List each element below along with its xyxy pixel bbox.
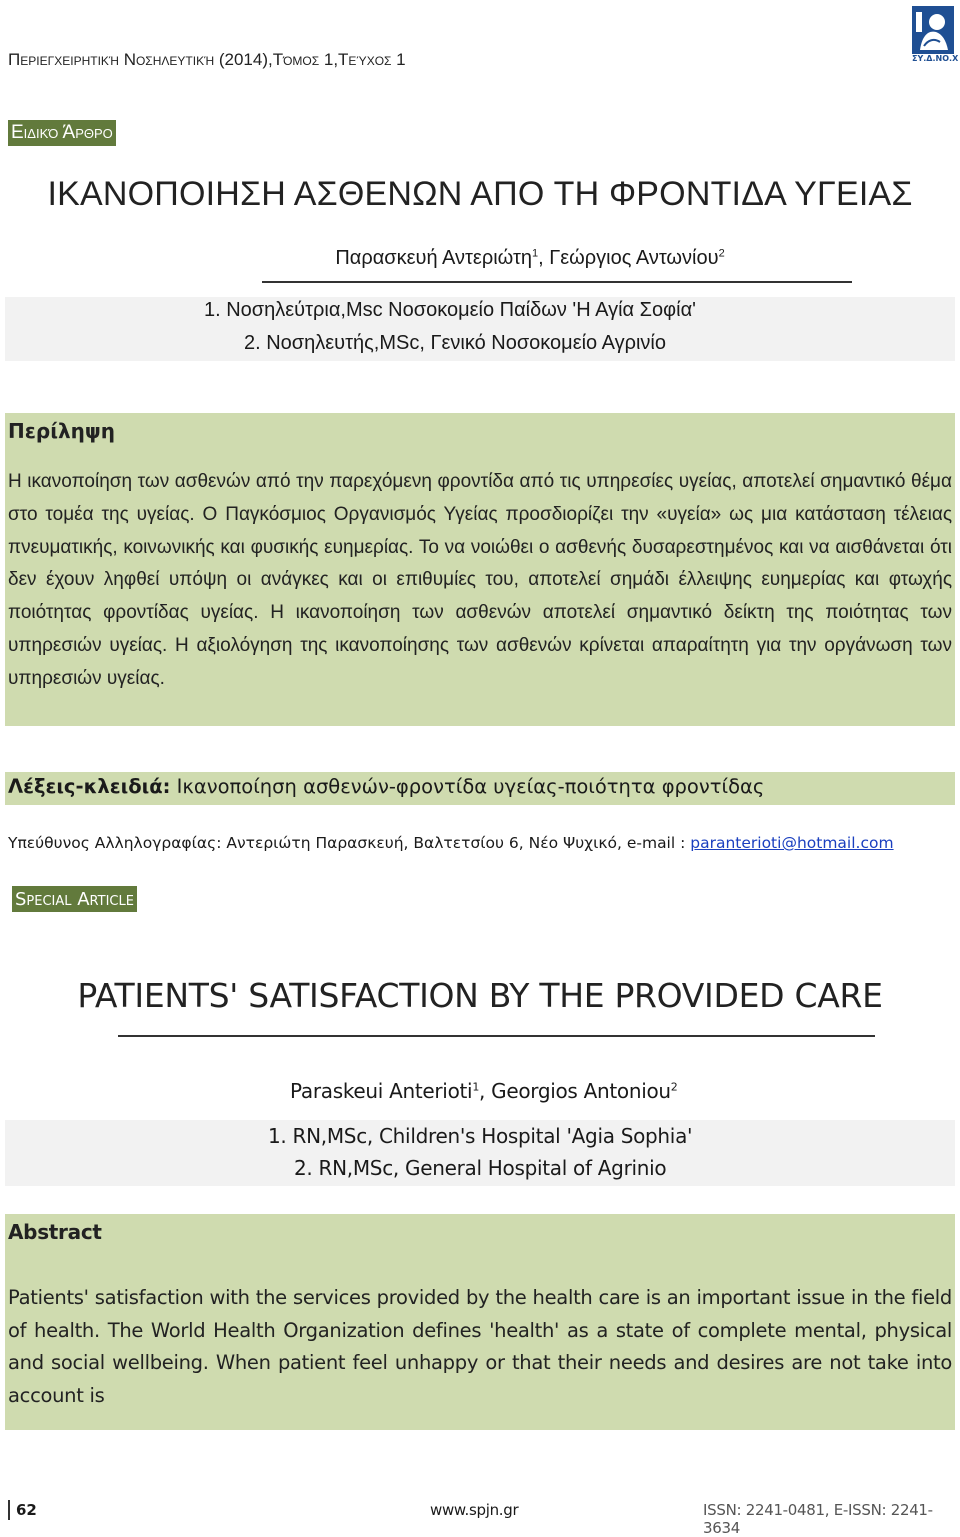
journal-header: Περιεγχειρητική Νοσηλευτική (2014),Τόμος 1,Τεύχος 1 (8, 50, 406, 69)
affiliation-2-greek: 2. Νοσηλευτής,MSc, Γενικό Νοσοκομείο Αγρινίο (244, 332, 667, 354)
divider-greek (262, 281, 852, 283)
authors-english (290, 1079, 678, 1103)
correspondence-line (8, 834, 894, 852)
article-type-english: Special Article (12, 886, 137, 912)
article-type-greek: Ειδικό Άρθρο (8, 120, 116, 146)
author2-greek: , Γεώργιος Αντωνίου (538, 247, 719, 269)
correspondence-email-link[interactable]: paranterioti@hotmail.com (690, 834, 894, 852)
keywords-label: Λέξεις-κλειδιά: (8, 775, 171, 798)
affiliation-1-english: 1. RN,MSc, Children's Hospital 'Agia Sophia' (268, 1124, 693, 1148)
page-number: 62 (16, 1501, 37, 1519)
title-greek: ΙΚΑΝΟΠΟΙΗΣΗ ΑΣΘΕΝΩΝ ΑΠΟ ΤΗ ΦΡΟΝΤΙΔΑ ΥΓΕΙΑΣ (47, 175, 913, 213)
abstract-text-greek: Η ικανοποίηση των ασθενών από την παρεχόμενη φροντίδα από τις υπηρεσίες υγείας, αποτελεί σημαντικό θέμα στο τομέα της υγείας. Ο Παγκόσμιος Οργανισμός Υγείας προσδιορίζει την «υγεία» ως μια κατάσταση τέλειας πνευματικής, κοινωνικής και φυσικής ευημερίας. Το να νοιώθει ο ασθενής δυσαρεστημένος και να αισθάνεται ότι δεν έχουν ληφθεί υπόψη οι ανάγκες και οι επιθυμίες του, αποτελεί σημάδι έλλειψης ευημερίας και φτωχής ποιότητας φροντίδας υγείας. Η ικανοποίηση των ασθενών αποτελεί σημαντικό δείκτη της ποιότητας των υπηρεσιών υγείας. Η αξιολόγηση της ικανοποίησης των ασθενών κρίνεται απαραίτητη για την οργάνωση των υπηρεσιών υγείας. (8, 471, 952, 689)
abstract-text-english: Patients' satisfaction with the services provided by the health care is an important issue in the field of health. The World Health Organization defines 'health' as a state of complete mental, physical and social wellbeing. When patient feel unhappy or that their needs and desires are not take into account is (8, 1286, 952, 1407)
affiliation-2-english: 2. RN,MSc, General Hospital of Agrinio (294, 1156, 667, 1180)
author2-sup-greek: 2 (718, 247, 725, 260)
affiliation-1-greek: 1. Νοσηλεύτρια,Msc Νοσοκομείο Παίδων 'Η Αγία Σοφία' (204, 299, 696, 321)
keywords-line (8, 775, 764, 798)
divider-english (118, 1035, 875, 1037)
title-english: PATIENTS' SATISFACTION BY THE PROVIDED CARE (77, 976, 883, 1015)
author2-english: , Georgios Antoniou (479, 1079, 671, 1103)
footer-issn: ISSN: 2241-0481, E-ISSN: 2241-3634 (703, 1501, 933, 1537)
author2-sup-english: 2 (670, 1080, 678, 1094)
journal-logo (912, 6, 959, 66)
authors-greek (0, 247, 960, 270)
logo-text: ΣΥ.Δ.ΝΟ.Χ (912, 54, 959, 63)
author1-greek: Παρασκευή Αντεριώτη (335, 247, 533, 269)
abstract-heading-english: Abstract (8, 1220, 102, 1244)
footer-divider (8, 1500, 10, 1520)
keywords-text: Ικανοποίηση ασθενών-φροντίδα υγείας-ποιότητα φροντίδας (170, 775, 765, 798)
correspondence-label: Υπεύθυνος Αλληλογραφίας: Αντεριώτη Παρασκευή, Βαλτετσίου 6, Νέο Ψυχικό, e-mail : (8, 834, 691, 852)
author1-sup-greek: 1 (532, 247, 539, 260)
footer-url: www.spjn.gr (430, 1501, 519, 1519)
author1-sup-english: 1 (472, 1080, 480, 1094)
abstract-heading-greek: Περίληψη (8, 419, 115, 443)
author1-english: Paraskeui Anterioti (290, 1079, 473, 1103)
